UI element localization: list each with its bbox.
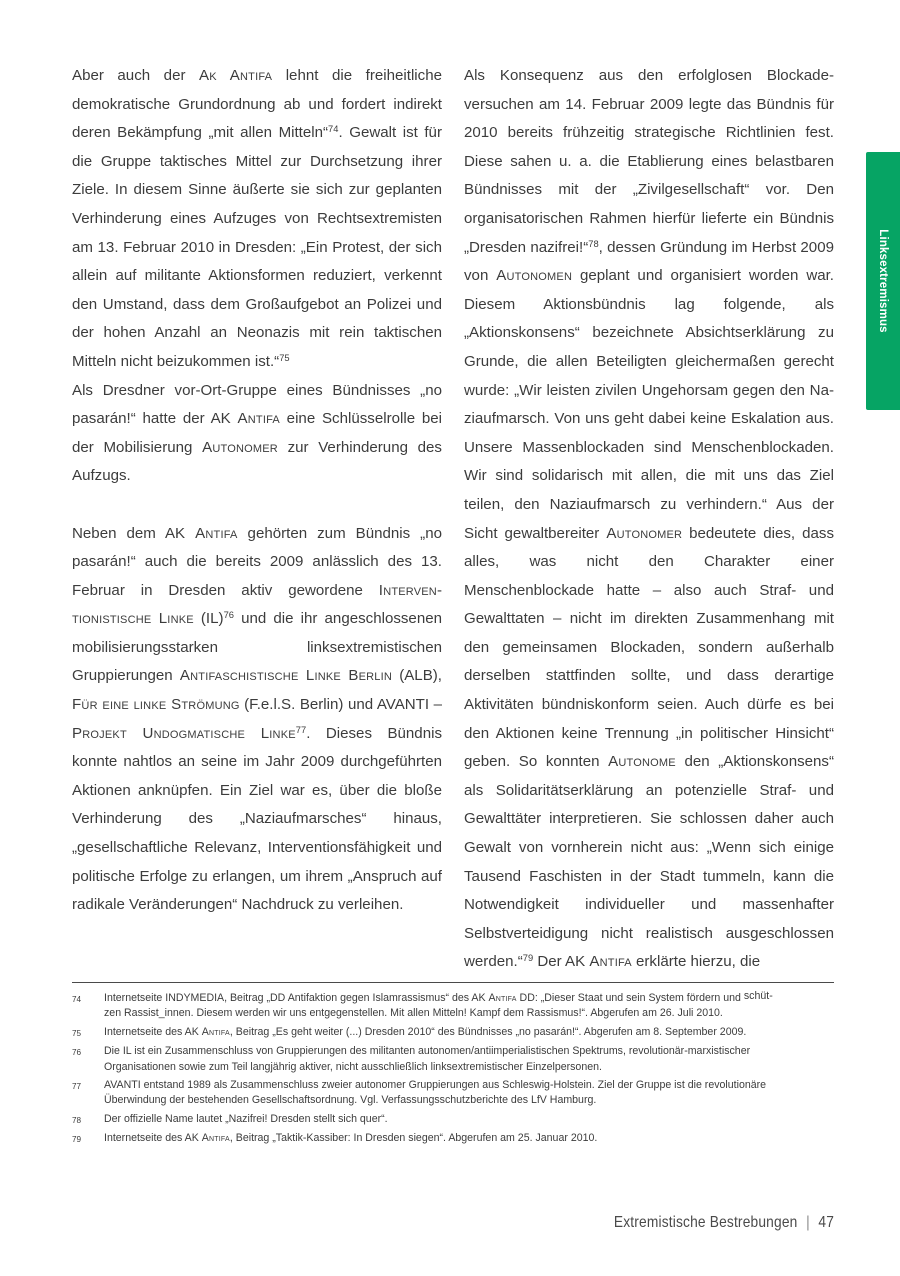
footer-page-number: 47 bbox=[818, 1214, 834, 1231]
footnote-text: Internetseite des AK Antifa, Beitrag „Taktik-Kassiber: In Dresden siegen“. Abgerufen am 25. Januar 2010. bbox=[104, 1132, 598, 1145]
left-column bbox=[72, 62, 442, 977]
footnote-item bbox=[72, 1112, 834, 1128]
paragraph: Als Konsequenz aus den erfolglosen Blockadeversuchen am 14. Februar 2009 legte das Bündnis für 2010 bereits frühzeitig strategische Richtlinien fest. Diese sahen u. a. die Etablierung eines belastbaren Bündnisses mit der „Zivilgesellschaft“ vor. Den organisatorischen Rahmen hierfür lieferte ein Bündnis „Dresden nazifrei!“$^{78}$, dessen Gründung im Herbst 2009 von Autonomen geplant und organisiert worden war. Diesem Aktionsbündnis lag folgende, als „Aktionskonsens“ bezeichnete Absichtserklärung zu Grunde, die allen Beteiligten gleichermaßen gerecht wurde: „Wir leisten zivilen Ungehorsam gegen den Naziaufmarsch. Von uns geht dabei keine Eskalation aus. Unsere Massenblockaden sind Menschenblockaden. Wir sind solidarisch mit allen, die mit uns das Ziel teilen, den Naziaufmarsch zu verhindern.“ Aus der Sicht gewaltbereiter Autonomer bedeutete dies, dass alles, was nicht den Charakter einer Menschenblockade hatte – also auch Straf- und Gewalttaten – nicht im direkten Zusammenhang mit den gemeinsamen Blockaden, sondern außerhalb derselben stattfinden sollte, und dass derartige Aktivitäten bündniskonform seien. Auch dürfe es bei den Aktionen keine Trennung „in politischer Hinsicht“ geben. So konnten Autonome den „Aktionskonsens“ als Solidaritätserklärung an potenzielle Straf- und Gewalttäter interpretieren. Sie schlossen daher auch Gewalt von vornherein nicht aus: „Wenn sich einige Tausend Faschisten in der Stadt tummeln, kann die Notwendigkeit individueller und massenhafter Selbstverteidigung nicht realistisch ausgeschlossen werden.“$^{79}$ Der AK Antifa erklärte hierzu, die bbox=[464, 67, 835, 971]
right-column bbox=[464, 62, 834, 977]
footnote-text: Internetseite des AK Antifa, Beitrag „Es geht weiter (...) Dresden 2010“ des Bündnisses „no pasarán!“. Abgerufen am 8. September 2009. bbox=[104, 1025, 747, 1038]
footnote-text: Die IL ist ein Zusammenschluss von Gruppierungen des militanten autonomen/antiimperialistischen Spektrums, revolutionär-marxistischer Organisationen sowie zum Teil langjährig aktiver, nicht ausschließlich linksextremistischer Einzelpersonen. bbox=[104, 1045, 751, 1073]
footnote-number: 79 bbox=[72, 1135, 82, 1145]
footer-separator: | bbox=[805, 1214, 810, 1231]
footnote-number: 76 bbox=[72, 1048, 82, 1058]
body-columns bbox=[72, 62, 834, 977]
footnote-text: AVANTI entstand 1989 als Zusammenschluss zweier autonomer Gruppierungen aus Schleswig-Holstein. Ziel der Gruppe ist die revolutionäre Überwindung der bestehenden Gesellschaftsordnung. Vgl. Verfassungsschutzberichte des LfV Hamburg. bbox=[104, 1079, 767, 1107]
chapter-side-tab bbox=[866, 152, 900, 410]
paragraph: Aber auch der Ak Antifa lehnt die freiheitliche demokratische Grundordnung ab und fordert indirekt deren Bekämpfung „mit allen Mitteln“$^{74}$. Gewalt ist für die Gruppe taktisches Mittel zur Durchsetzung ihrer Ziele. In diesem Sinne äußerte sie sich zur geplanten Verhinderung eines Aufzuges von Rechtsextremisten am 13. Februar 2010 in Dresden: „Ein Protest, der sich allein auf militante Aktionsformen reduziert, verkennt den Umstand, dass dem Großaufgebot an Polizei und der hohen Anzahl an Neonazis mit rein taktischen Mitteln nicht beizukommen ist.“$^{75}$ Als Dresdner vor-Ort-Gruppe eines Bündnisses „no pasarán!“ hatte der AK Antifa eine Schlüsselrolle bei der Mobilisierung Autonomer zur Verhinderung des Aufzugs. bbox=[72, 67, 442, 485]
footnote-number: 74 bbox=[72, 995, 82, 1004]
footnote-separator-rule bbox=[72, 982, 834, 983]
footnote-text: Der offizielle Name lautet „Nazifrei! Dresden stellt sich quer“. bbox=[104, 1112, 388, 1125]
footnote-item bbox=[72, 1025, 834, 1041]
footnote-item bbox=[72, 1131, 834, 1147]
footnote-item bbox=[72, 991, 834, 1022]
chapter-side-tab-label: Linksextremismus bbox=[877, 229, 889, 333]
footnote-text: Internetseite INDYMEDIA, Beitrag „DD Antifaktion gegen Islamrassismus“ des AK Antifa DD: „Dieser Staat und sein System fördern und schüt- zen Rassist_innen. Diesem werden wir uns entgegenstellen. Mit allen Mitteln! Kampf dem Rassismus!“. Abgerufen am 26. Juli 2010. bbox=[104, 989, 773, 1020]
paragraph: Neben dem AK Antifa gehörten zum Bündnis „no pasarán!“ auch die bereits 2009 anlässlich des 13. Februar in Dresden aktiv gewordene Interventionistische Linke (IL)$^{76}$ und die ihr angeschlossenen mobilisierungsstarken linksextremistischen Gruppierungen Antifaschistische Linke Berlin (ALB), Für eine linke Strömung (F.e.l.S. Berlin) und AVANTI – Projekt Undogmatische Linke$^{77}$. Dieses Bündnis konnte nahtlos an seine im Jahr 2009 durchgeführten Aktionen anknüpfen. Ein Ziel war es, über die bloße Verhinderung des „Naziaufmarsches“ hinaus, „gesellschaftliche Relevanz, Interventionsfähigkeit und politische Erfolge zu erlangen, um ihrem „Anspruch auf radikale Veränderungen“ Nachdruck zu verleihen. bbox=[72, 524, 443, 914]
footnote-item bbox=[72, 1078, 834, 1109]
page-footer bbox=[614, 1214, 834, 1232]
footnote-number: 77 bbox=[72, 1082, 82, 1092]
footnote-number: 75 bbox=[72, 1028, 82, 1038]
footer-chapter-title: Extremistische Bestrebungen bbox=[613, 1214, 798, 1231]
footnotes-section bbox=[72, 982, 834, 1151]
footnote-item bbox=[72, 1044, 834, 1075]
footnote-number: 78 bbox=[72, 1115, 82, 1125]
